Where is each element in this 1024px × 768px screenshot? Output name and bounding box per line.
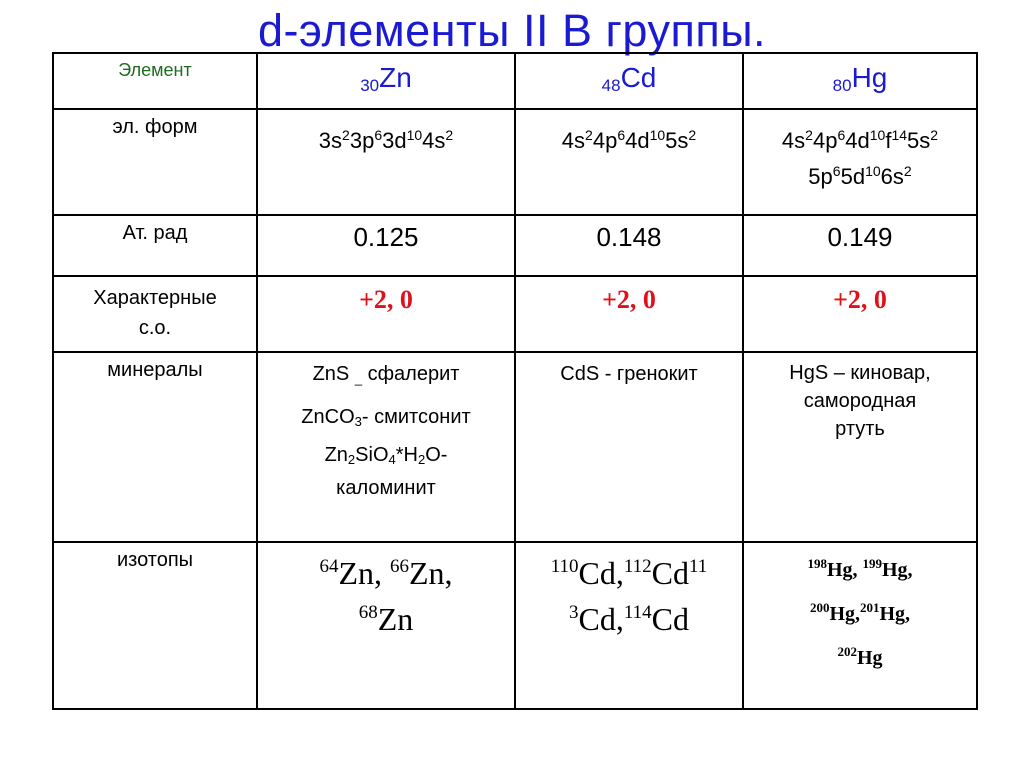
table-row-config [53,109,977,215]
oxidation-hg: +2, 0 [743,276,977,352]
table-row-oxidation [53,276,977,352]
radius-cd: 0.148 [515,215,743,275]
radius-zn: 0.125 [257,215,515,275]
minerals-cd: CdS - гренокит [515,352,743,543]
page-title: d-элементы II В группы. [257,5,767,56]
isotopes-hg: $^{198}$Hg, $^{199}$Hg, $^{200}$Hg,$^{201}$Hg, $^{202}$Hg [743,542,977,709]
isotopes-cd: $^{110}$Cd,$^{112}$Cd$^{11}$ $^3$Cd,$^{114}$Cd [515,542,743,709]
header-element-label: Элемент [53,53,257,109]
row-label-radius: Ат. рад [53,215,257,275]
row-label-isotopes: изотопы [53,542,257,709]
config-zn: $3s^23p^63d^{10}4s^2$ [257,109,515,215]
table-row-isotopes [53,542,977,709]
radius-hg: 0.149 [743,215,977,275]
table-row-minerals [53,352,977,543]
minerals-zn: ZnS $_{\_}$ сфалерит ZnCO$_3$- смитсонит $Zn_2SiO_4*H_2O-$ каломинит [257,352,515,543]
table-row-radius [53,215,977,275]
isotopes-zn: $^{64}$Zn, $^{66}$Zn, $^{68}$Zn [257,542,515,709]
row-label-oxidation: Характерные с.о. [53,276,257,352]
elements-table [52,52,978,710]
row-label-minerals: минералы [53,352,257,543]
oxidation-zn: +2, 0 [257,276,515,352]
config-cd: $4s^24p^64d^{10}5s^2$ [515,109,743,215]
config-hg: $4s^24p^64d^{10}f^{14}5s^2$ $5p^65d^{10}6s^2$ [743,109,977,215]
minerals-hg: HgS – киновар, самородная ртуть [743,352,977,543]
table-row-header [53,53,977,109]
row-label-config: эл. форм [53,109,257,215]
header-cd: $_{48}$Cd [515,53,743,109]
header-zn: $_{30}$Zn [257,53,515,109]
header-hg: $_{80}$Hg [743,53,977,109]
oxidation-cd: +2, 0 [515,276,743,352]
